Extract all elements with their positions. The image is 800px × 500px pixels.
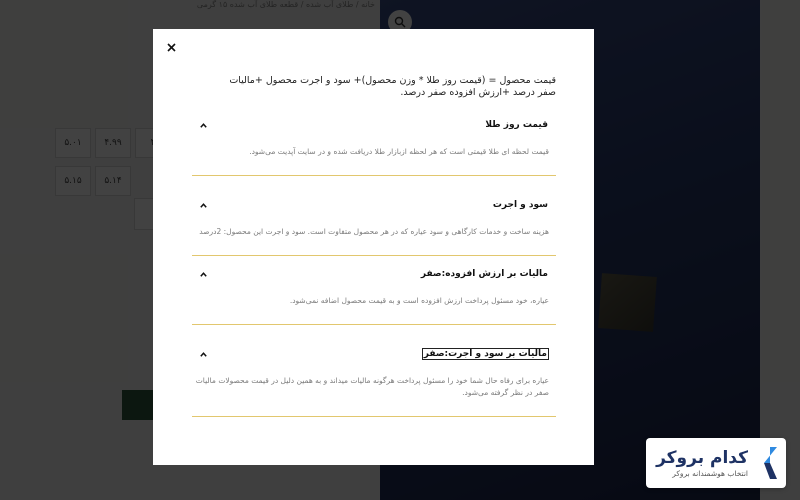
accordion-header[interactable] (192, 346, 556, 362)
accordion-title: قیمت روز طلا (485, 120, 548, 130)
price-formula: قیمت محصول = (قیمت روز طلا * وزن محصول)+ سود و اجرت محصول +مالیات صفر درصد +ارزش افزوده صفر درصد. (229, 75, 556, 98)
accordion-title: مالیات بر سود و اجرت:صفر (423, 349, 547, 359)
chevron-logo-icon (756, 446, 778, 480)
close-icon[interactable] (163, 39, 179, 55)
price-info-modal (153, 29, 594, 465)
brand-badge[interactable] (646, 438, 786, 488)
accordion-header[interactable] (192, 117, 556, 133)
accordion-body: قیمت لحظه ای طلا قیمتی است که هر لحظه ازبازار طلا دریافت شده و در سایت آپدیت می‌شود. (249, 147, 549, 156)
chevron-up-icon[interactable] (198, 269, 208, 279)
chevron-up-icon[interactable] (198, 120, 208, 130)
chevron-up-icon[interactable] (198, 200, 208, 210)
accordion-header[interactable] (192, 266, 556, 282)
brand-tagline: انتخاب هوشمندانه بروکر (672, 468, 748, 478)
accordion-title: مالیات بر ارزش افزوده:صفر (420, 269, 548, 279)
accordion-body: عیاره برای رفاه حال شما خود را مسئول پرداخت هرگونه مالیات میداند و به همین دلیل در قیمت محصولات مالیات صفر در نظر گرفته می‌شود. (195, 376, 549, 397)
chevron-up-icon[interactable] (198, 349, 208, 359)
accordion-title: سود و اجرت (492, 200, 548, 210)
accordion-vat (192, 266, 556, 325)
accordion-profit-tax (192, 346, 556, 417)
accordion-body: هزینه ساخت و خدمات کارگاهی و سود عیاره که در هر محصول متفاوت است. سود و اجرت این محصول: 2درصد (199, 227, 549, 236)
brand-name: کدام بروکر (656, 447, 748, 468)
accordion-body: عیاره، خود مسئول پرداخت ارزش افزوده است و به قیمت محصول اضافه نمی‌شود. (289, 296, 549, 305)
accordion-header[interactable] (192, 197, 556, 213)
accordion-gold-price (192, 117, 556, 176)
accordion-profit-wage (192, 197, 556, 256)
